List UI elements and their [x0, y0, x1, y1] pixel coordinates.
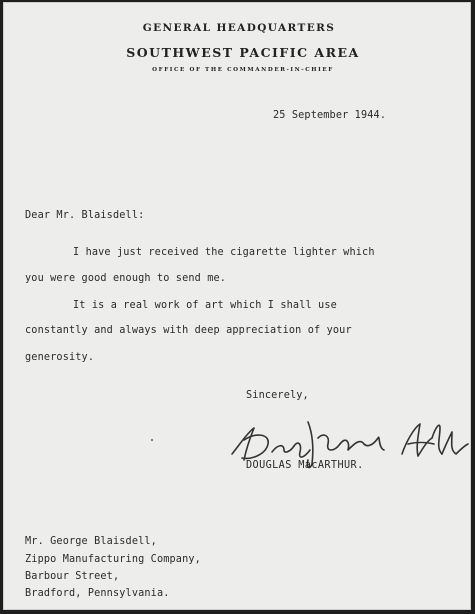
address-line-company: Zippo Manufacturing Company,	[25, 554, 201, 565]
letter-date: 25 September 1944.	[273, 110, 387, 121]
body-paragraph-2-line-3: generosity.	[25, 352, 95, 363]
address-line-city: Bradford, Pennsylvania.	[25, 588, 170, 599]
letterhead-line-1: GENERAL HEADQUARTERS	[142, 22, 336, 34]
address-line-recipient: Mr. George Blaisdell,	[25, 536, 157, 547]
address-line-street: Barbour Street,	[25, 571, 120, 582]
body-paragraph-2-line-2: constantly and always with deep appreciation of your	[25, 325, 352, 336]
salutation: Dear Mr. Blaisdell:	[25, 210, 145, 221]
body-paragraph-1-line-2: you were good enough to send me.	[25, 273, 227, 284]
signatory-name: DOUGLAS MacARTHUR.	[246, 460, 364, 471]
body-paragraph-1-line-1: I have just received the cigarette lighter which	[73, 247, 375, 258]
closing: Sincerely,	[246, 390, 309, 401]
letterhead-line-3: OFFICE OF THE COMMANDER-IN-CHIEF	[152, 67, 334, 73]
letter-page	[3, 2, 471, 610]
body-paragraph-2-line-1: It is a real work of art which I shall use	[73, 300, 337, 311]
paper-speck	[151, 439, 153, 441]
letterhead-line-2: SOUTHWEST PACIFIC AREA	[126, 45, 360, 60]
